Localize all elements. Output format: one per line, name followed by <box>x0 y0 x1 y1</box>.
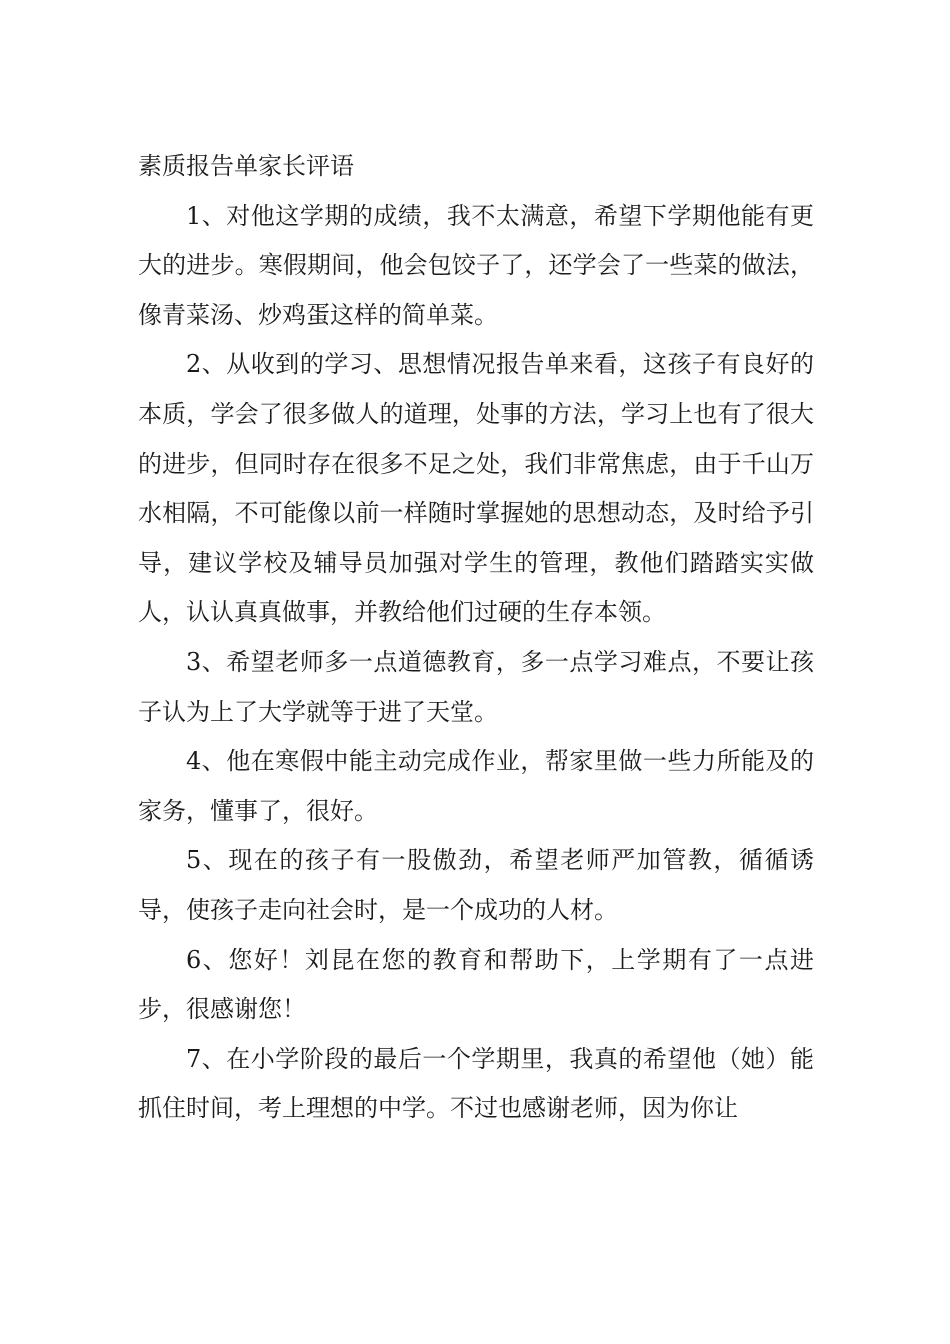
document-title: 素质报告单家长评语 <box>138 152 354 180</box>
paragraph-7: 7、在小学阶段的最后一个学期里，我真的希望他（她）能抓住时间，考上理想的中学。不过也感谢老师，因为你让 <box>138 1044 814 1123</box>
paragraph-3: 3、希望老师多一点道德教育，多一点学习难点，不要让孩子认为上了大学就等于进了天堂。 <box>138 647 814 726</box>
paragraph-1: 1、对他这学期的成绩，我不太满意，希望下学期他能有更大的进步。寒假期间，他会包饺子了，还学会了一些菜的做法，像青菜汤、炒鸡蛋这样的简单菜。 <box>138 201 814 329</box>
paragraph-4: 4、他在寒假中能主动完成作业，帮家里做一些力所能及的家务，懂事了，很好。 <box>138 747 814 825</box>
document-body <box>138 142 814 1134</box>
paragraph-6: 6、您好！刘昆在您的教育和帮助下，上学期有了一点进步，很感谢您！ <box>138 945 814 1024</box>
paragraph-5: 5、现在的孩子有一股傲劲，希望老师严加管教，循循诱导，使孩子走向社会时，是一个成功的人材。 <box>138 846 814 924</box>
paragraph-2: 2、从收到的学习、思想情况报告单来看，这孩子有良好的本质，学会了很多做人的道理，处事的方法，学习上也有了很大的进步，但同时存在很多不足之处，我们非常焦虑，由于千山万水相隔，不可能像以前一样随时掌握她的思想动态，及时给予引导，建议学校及辅导员加强对学生的管理，教他们踏踏实实做人，认认真真做事，并教给他们过硬的生存本领。 <box>138 350 814 627</box>
